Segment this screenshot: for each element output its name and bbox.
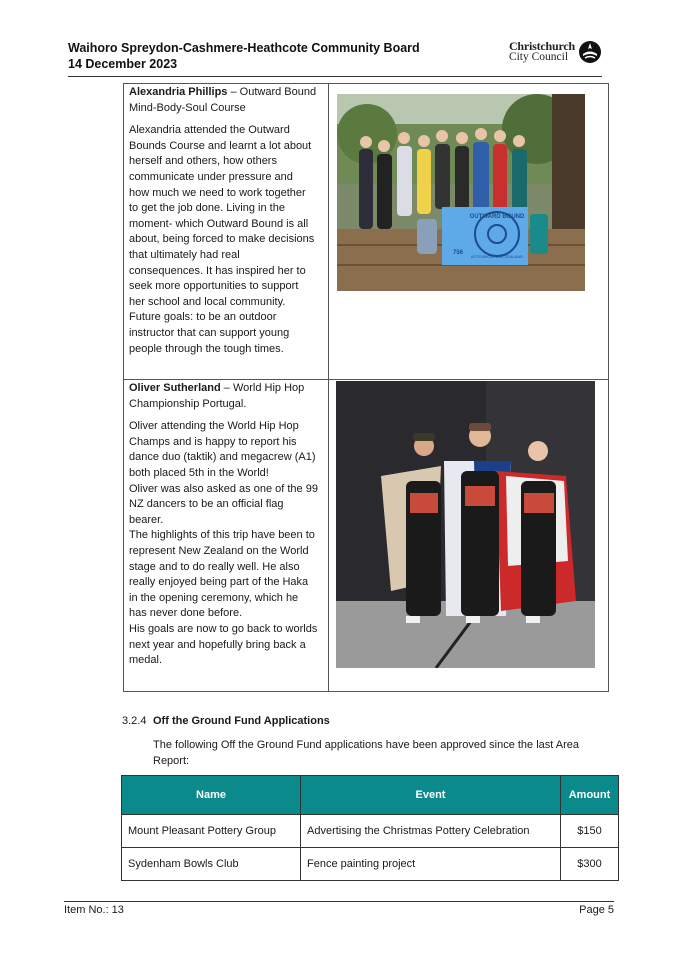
description-line: Oliver was also asked as one of the 99	[129, 482, 318, 495]
description-line: communicate under pressure and	[129, 170, 293, 183]
description-line: about, being forced to make decisions	[129, 233, 315, 246]
page-number: Page 5	[579, 904, 614, 916]
intro-line: Report:	[153, 754, 190, 767]
description-line: His goals are now to go back to worlds	[129, 622, 318, 635]
description-line: both placed 5th in the World!	[129, 466, 269, 479]
profiles-table	[123, 83, 609, 692]
section-heading	[122, 715, 330, 727]
description-line: that ultimately had real	[129, 248, 240, 261]
column-header-event: Event	[301, 776, 561, 815]
description-line: seek more opportunities to support	[129, 280, 299, 293]
description-line: next year and hopefully bring back a	[129, 638, 306, 651]
page-header	[68, 40, 602, 77]
description-line: represent New Zealand on the World	[129, 544, 309, 557]
section-intro	[153, 738, 613, 769]
item-number: Item No.: 13	[64, 904, 124, 916]
description-line: NZ dancers to be an official flag	[129, 498, 284, 511]
description-line: has never done before.	[129, 607, 243, 620]
profile-row	[124, 380, 609, 692]
cell-name: Sydenham Bowls Club	[122, 848, 301, 881]
logo-line-2: City Council	[508, 51, 569, 63]
description-line: in the opening ceremony, which he	[129, 591, 299, 604]
profile-description	[129, 419, 324, 669]
table-row	[122, 815, 619, 848]
profile-row	[124, 84, 609, 380]
description-line: really enjoyed being part of the Haka	[129, 576, 309, 589]
logo-line-1: Christchurch	[508, 39, 575, 53]
sign-text: OUTWARD BOUND	[469, 214, 525, 220]
fund-applications-table	[121, 775, 619, 881]
profile-text-cell: Alexandria Phillips – Outward Bound Mind-Body-Soul Course Alexandria attended the Outward Bounds Course and learnt a lot about herself and others, how others communicate under pressure and how much we need to work together to get the job done. Living in the moment- which Outward Bound is all about, being forced to make decisions that ultimately had real consequences. It has inspired her to seek more opportunities to support her school and local community. Future goals: to be an outdoor instructor that can support young people through the tough times.	[124, 84, 329, 380]
intro-line: The following Off the Ground Fund applications have been approved since the last Area	[153, 739, 580, 751]
cell-event: Advertising the Christmas Pottery Celebration	[301, 815, 561, 848]
description-line: Champs and is happy to report his	[129, 435, 297, 448]
description-line: to get the job done. Living in the	[129, 202, 285, 215]
column-header-amount: Amount	[561, 776, 619, 815]
profile-text-cell: Oliver Sutherland – World Hip Hop Championship Portugal. Oliver attending the World Hip Hop Champs and is happy to report his dance duo (taktik) and megacrew (A1) both placed 5th in the World! Oliver was also asked as one of the 99 NZ dancers to be an official flag bearer. The highlights of this trip have been to represent New Zealand on the World stage and to do really well. He also really enjoyed being part of the Haka in the opening ceremony, which he has never done before. His goals are now to go back to worlds next year and hopefully bring back a medal.	[124, 380, 329, 692]
board-title: Waihoro Spreydon-Cashmere-Heathcote Community Board	[68, 41, 420, 55]
description-line: Bounds Course and learnt a lot about	[129, 139, 312, 152]
outward-bound-group-photo	[337, 94, 585, 291]
hip-hop-team-photo	[336, 381, 595, 668]
description-line: consequences. It has inspired her to	[129, 264, 306, 277]
table-row	[122, 848, 619, 881]
description-line: Alexandria attended the Outward	[129, 124, 290, 137]
description-line: The highlights of this trip have been to	[129, 529, 315, 542]
cathedral-emblem-icon	[578, 40, 602, 64]
profile-name: Oliver Sutherland	[129, 382, 221, 394]
description-line: her school and local community.	[129, 295, 286, 308]
cell-amount: $150	[561, 815, 619, 848]
description-line: Oliver attending the World Hip Hop	[129, 420, 299, 433]
description-line: dance duo (taktik) and megacrew (A1)	[129, 451, 316, 464]
profile-photo-cell	[329, 380, 609, 692]
section-number: 3.2.4	[122, 715, 147, 727]
profile-photo-cell	[329, 84, 609, 380]
profile-description	[129, 123, 324, 357]
column-header-name: Name	[122, 776, 301, 815]
profile-event: World Hip Hop Championship Portugal.	[129, 382, 305, 410]
description-line: how much we need to work together	[129, 186, 306, 199]
description-line: medal.	[129, 654, 163, 667]
description-line: instructor that can support young	[129, 326, 290, 339]
description-line: bearer.	[129, 513, 164, 526]
section-title: Off the Ground Fund Applications	[153, 715, 330, 727]
cell-amount: $300	[561, 848, 619, 881]
description-line: people through the tough times.	[129, 342, 284, 355]
cell-name: Mount Pleasant Pottery Group	[122, 815, 301, 848]
cell-event: Fence painting project	[301, 848, 561, 881]
description-line: stage and to do really well. He also	[129, 560, 300, 573]
meeting-date: 14 December 2023	[68, 57, 178, 71]
profile-event: Outward Bound Mind-Body-Soul Course	[129, 86, 317, 114]
sign-number: 756	[452, 250, 464, 256]
description-line: herself and others, how others	[129, 155, 277, 168]
description-line: Future goals: to be an outdoor	[129, 311, 277, 324]
page-footer	[64, 901, 614, 916]
table-header-row	[122, 776, 619, 815]
profile-name: Alexandria Phillips	[129, 86, 228, 98]
sign-subtext: AOTEAROA NEW ZEALAND	[470, 254, 524, 259]
description-line: moment- which Outward Bound is all	[129, 217, 309, 230]
council-logo	[509, 40, 602, 64]
